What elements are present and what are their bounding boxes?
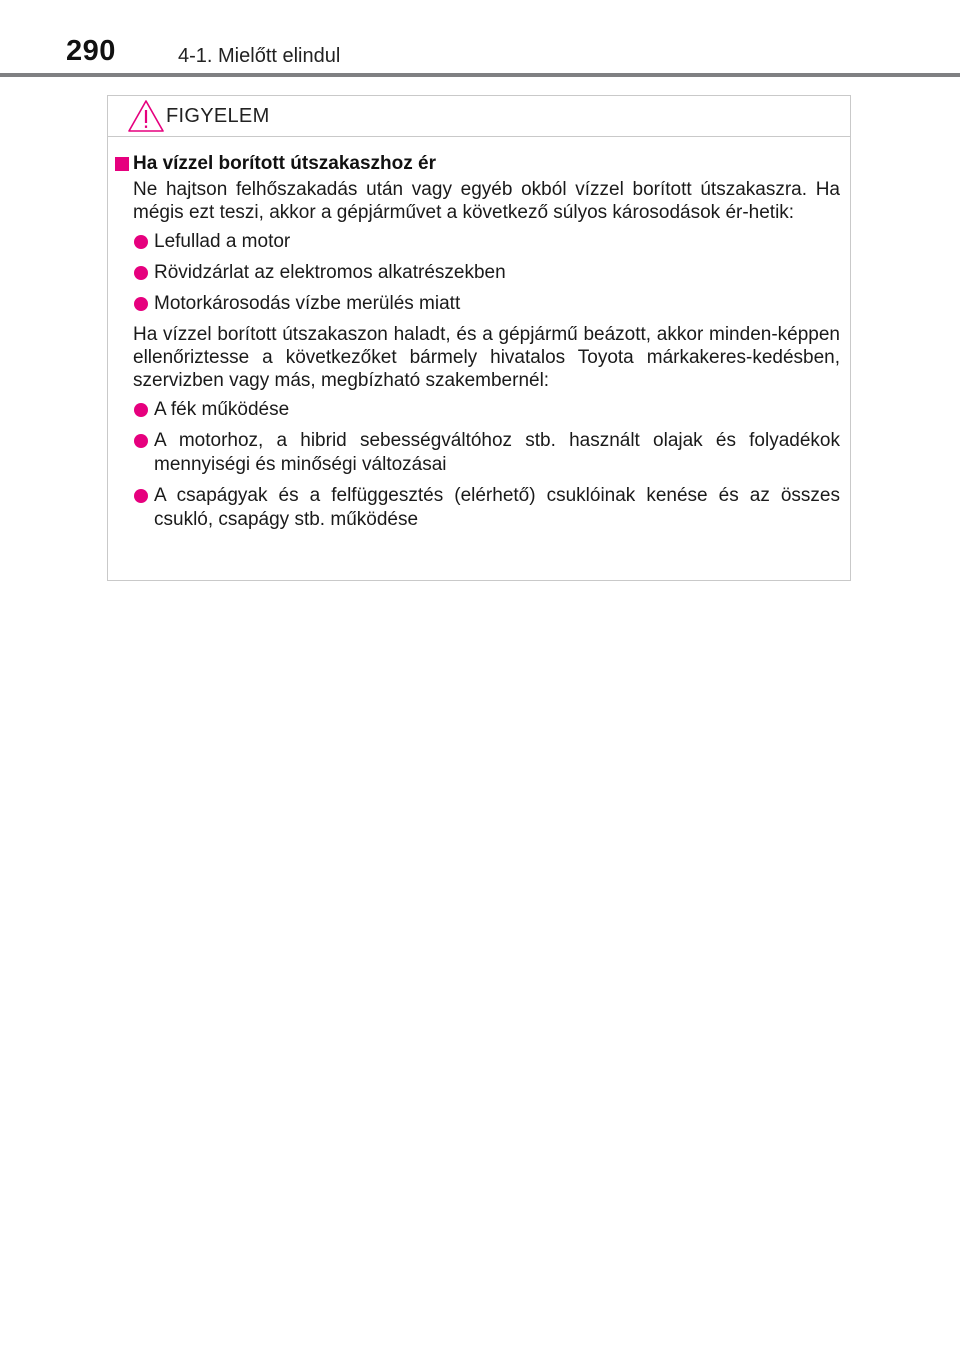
warning-subheading xyxy=(108,152,850,176)
list-item xyxy=(133,398,840,422)
check-paragraph: Ha vízzel borított útszakaszon haladt, és a gépjármű beázott, akkor minden-képpen ellenőriztesse a következőket bármely hivatalos Toyota márkakeres-kedésben, szervizben vagy más, megbízható szakembernél: xyxy=(133,324,840,391)
square-bullet-icon xyxy=(115,157,129,171)
list-item-text: A motorhoz, a hibrid sebességváltóhoz stb. használt olajak és folyadékok mennyiségi és minőségi változásai xyxy=(154,430,840,475)
list-item-text: A fék működése xyxy=(154,399,290,420)
page-header xyxy=(0,0,960,78)
list-item xyxy=(133,429,840,477)
list-item-text: Motorkárosodás vízbe merülés miatt xyxy=(154,293,461,314)
bullet-dot-icon xyxy=(134,297,148,311)
bullet-dot-icon xyxy=(134,266,148,280)
bullet-dot-icon xyxy=(134,235,148,249)
check-list xyxy=(133,398,840,532)
warning-subheading-text: Ha vízzel borított útszakaszhoz ér xyxy=(133,153,437,174)
list-item xyxy=(133,261,840,285)
damage-list xyxy=(133,230,840,316)
section-title: 4-1. Mielőtt elindul xyxy=(178,45,341,67)
warning-box xyxy=(107,95,851,581)
bullet-dot-icon xyxy=(134,403,148,417)
bullet-dot-icon xyxy=(134,434,148,448)
list-item-text: Lefullad a motor xyxy=(154,231,291,252)
list-item-text: Rövidzárlat az elektromos alkatrészekben xyxy=(154,262,506,283)
list-item-text: A csapágyak és a felfüggesztés (elérhető) csuklóinak kenése és az összes csukló, csapágy stb. működése xyxy=(154,485,840,530)
list-item xyxy=(133,292,840,316)
bullet-dot-icon xyxy=(134,489,148,503)
intro-paragraph: Ne hajtson felhőszakadás után vagy egyéb okból vízzel borított útszakaszra. Ha mégis ezt teszi, akkor a gépjárművet a következő súlyos károsodások ér-hetik: xyxy=(133,179,840,223)
warning-title: FIGYELEM xyxy=(166,105,270,127)
list-item xyxy=(133,484,840,532)
list-item xyxy=(133,230,840,254)
header-rule xyxy=(0,73,960,77)
warning-body xyxy=(108,152,850,539)
page-number: 290 xyxy=(66,35,116,67)
warning-header xyxy=(108,96,850,137)
warning-triangle-icon xyxy=(126,98,166,134)
